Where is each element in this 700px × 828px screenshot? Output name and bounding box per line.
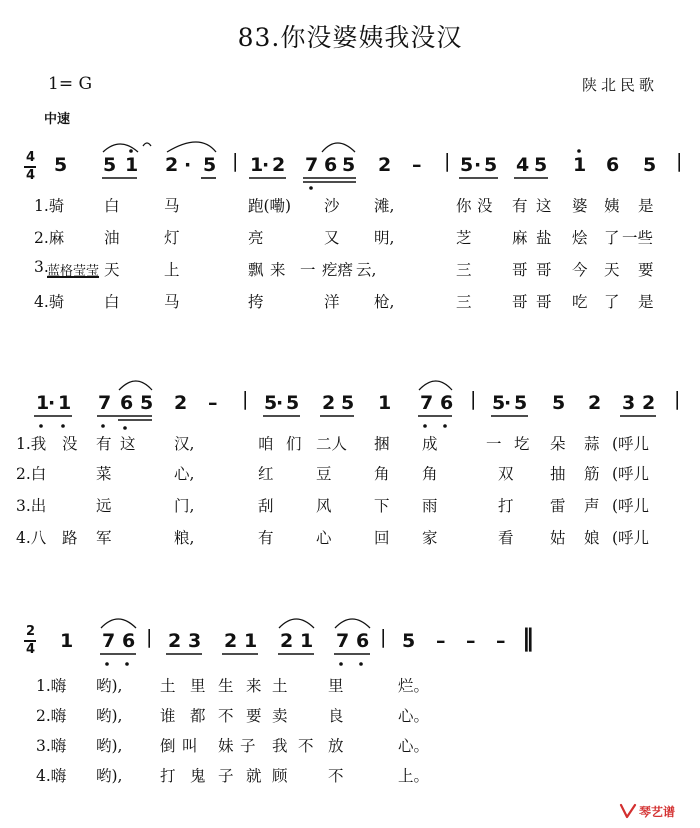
lyric-word: 看 bbox=[498, 529, 514, 547]
note: 7 bbox=[420, 392, 434, 414]
lyric-word: 白 bbox=[104, 197, 120, 215]
note: 1 bbox=[250, 154, 264, 176]
lyric-word: 芝 bbox=[456, 229, 472, 247]
lyric-word: 有 bbox=[512, 197, 528, 215]
lyric-word: 有 bbox=[258, 529, 274, 547]
lyric-word: 蓝格莹莹 bbox=[47, 264, 100, 279]
music-logo-icon bbox=[619, 802, 637, 820]
lyric-word: 声 bbox=[584, 497, 600, 515]
note: 2 bbox=[588, 392, 602, 414]
lyric-word: 心。 bbox=[398, 737, 430, 755]
lyric-word: 心, bbox=[174, 465, 195, 483]
lyric-word: 红 bbox=[258, 465, 274, 483]
note: 2 bbox=[224, 630, 238, 652]
lyric-word: 远 bbox=[96, 497, 112, 515]
lyric-word: 1.我 bbox=[16, 435, 47, 453]
time-signature-top: 4 bbox=[26, 150, 36, 165]
barline: | bbox=[232, 150, 239, 172]
lyric-word: 2.麻 bbox=[34, 229, 65, 247]
lyric-word: 天 bbox=[604, 261, 620, 279]
lyric-word: 4.嗨 bbox=[36, 767, 67, 785]
note: 1 bbox=[573, 154, 587, 176]
lyric-word: 姑 bbox=[550, 529, 566, 547]
barline: | bbox=[444, 150, 451, 172]
lyric-word: 心。 bbox=[398, 707, 430, 725]
lyric-line-4 bbox=[0, 764, 700, 788]
note: 1 bbox=[60, 630, 74, 652]
lyric-word: 哥 bbox=[536, 293, 552, 311]
lyric-word: 回 bbox=[374, 529, 390, 547]
lyric-word: 有 bbox=[96, 435, 112, 453]
final-barline: ‖ bbox=[522, 624, 534, 652]
lyric-word: 生 bbox=[218, 677, 234, 695]
lyric-word: 姨 bbox=[604, 197, 620, 215]
lyric-word: (呼儿 bbox=[612, 529, 650, 547]
lyric-word: 烂。 bbox=[398, 677, 430, 695]
dash: – bbox=[436, 630, 446, 652]
note: 5 bbox=[643, 154, 657, 176]
lyric-word: 卖 bbox=[272, 707, 288, 725]
lyric-word: 4.骑 bbox=[34, 293, 65, 311]
note: 2 bbox=[322, 392, 336, 414]
lyric-word: 滩, bbox=[374, 197, 395, 215]
lyric-word: 家 bbox=[422, 529, 438, 547]
lyric-word: 军 bbox=[96, 529, 112, 547]
lyric-word: 又 bbox=[324, 229, 340, 247]
note: 4 bbox=[516, 154, 530, 176]
lyric-word: 角 bbox=[422, 465, 438, 483]
time-signature-bottom: 4 bbox=[26, 168, 36, 183]
lyric-word: 来 bbox=[270, 261, 286, 279]
lyric-word: 1.嗨 bbox=[36, 677, 67, 695]
lyric-word: 不 bbox=[298, 737, 314, 755]
note: 5 bbox=[264, 392, 278, 414]
lyric-word: 放 bbox=[328, 737, 344, 755]
note: 7 bbox=[102, 630, 116, 652]
lyric-word: 哟), bbox=[96, 677, 123, 695]
lyric-word: (呼儿 bbox=[612, 435, 650, 453]
page-title: 83.你没婆姨我没汉 bbox=[237, 23, 463, 52]
lyric-word: 哥 bbox=[512, 261, 528, 279]
note: 6 bbox=[324, 154, 338, 176]
lyric-word: 叫 bbox=[182, 737, 198, 755]
note: 5 bbox=[492, 392, 506, 414]
lyric-word: 捆 bbox=[374, 435, 390, 453]
lyric-word: 良 bbox=[328, 707, 344, 725]
lyric-word: (呼儿 bbox=[612, 497, 650, 515]
lyric-word: 上。 bbox=[398, 767, 430, 785]
note: 1 bbox=[300, 630, 314, 652]
note: 5 bbox=[402, 630, 416, 652]
lyric-word: 你 bbox=[456, 197, 472, 215]
lyric-word: 沙 bbox=[324, 197, 340, 215]
lyric-word: 雨 bbox=[422, 497, 438, 515]
lyric-word: 妹 bbox=[218, 737, 234, 755]
lyric-word: 三 bbox=[456, 293, 472, 311]
lyric-word: 一 bbox=[300, 261, 316, 279]
lyric-word: 麻 bbox=[512, 229, 528, 247]
barline: | bbox=[146, 626, 153, 648]
lyric-word: 路 bbox=[62, 529, 78, 547]
lyric-word: 这 bbox=[536, 197, 552, 215]
note: 3 bbox=[188, 630, 202, 652]
lyric-word: 了 bbox=[604, 293, 620, 311]
lyric-word: 谁 bbox=[160, 707, 176, 725]
note: 7 bbox=[336, 630, 350, 652]
lyric-word: 2.白 bbox=[16, 465, 47, 483]
time-signature-top: 2 bbox=[26, 624, 36, 639]
note: 5 bbox=[286, 392, 300, 414]
note: 5 bbox=[203, 154, 217, 176]
lyric-word: 一 bbox=[486, 435, 502, 453]
note: 6 bbox=[122, 630, 136, 652]
lyric-word: 没 bbox=[62, 435, 78, 453]
note: 5 bbox=[54, 154, 68, 176]
lyric-word: 成 bbox=[422, 435, 438, 453]
note-dot: · bbox=[184, 154, 192, 176]
lyric-word: 下 bbox=[374, 497, 390, 515]
lyric-word: 汉, bbox=[174, 435, 195, 453]
lyric-word: 心 bbox=[316, 529, 332, 547]
lyric-word: 挎 bbox=[248, 293, 264, 311]
lyric-word: 了 bbox=[604, 229, 620, 247]
note: 2 bbox=[165, 154, 179, 176]
note: 1 bbox=[36, 392, 50, 414]
note: 2 bbox=[378, 154, 392, 176]
lyric-word: 是 bbox=[638, 293, 654, 311]
lyric-word: 里 bbox=[328, 677, 344, 695]
lyric-word: 都 bbox=[190, 707, 206, 725]
lyric-word: 3.出 bbox=[16, 497, 47, 515]
note: 5 bbox=[552, 392, 566, 414]
lyric-word: 飘 bbox=[248, 261, 264, 279]
lyric-word: 圪 bbox=[514, 435, 530, 453]
lyric-word: 是 bbox=[638, 197, 654, 215]
lyric-word: 门, bbox=[174, 497, 195, 515]
lyric-word: 雷 bbox=[550, 497, 566, 515]
lyric-word: 子 bbox=[218, 767, 234, 785]
note-dot: · bbox=[262, 154, 270, 176]
lyric-word: 打 bbox=[498, 497, 514, 515]
lyric-word: 哟), bbox=[96, 707, 123, 725]
note: 3 bbox=[622, 392, 636, 414]
note: 6 bbox=[120, 392, 134, 414]
lyric-word: 云, bbox=[356, 261, 377, 279]
lyric-word: 朵 bbox=[550, 435, 566, 453]
lyric-word: 风 bbox=[316, 497, 332, 515]
lyric-word: 菜 bbox=[96, 465, 112, 483]
lyric-word: 跑(嘞) bbox=[248, 197, 292, 215]
dash: – bbox=[412, 154, 422, 176]
lyric-word: 哥 bbox=[536, 261, 552, 279]
lyric-word: 马 bbox=[164, 293, 180, 311]
note: 6 bbox=[606, 154, 620, 176]
lyric-word: 今 bbox=[572, 261, 588, 279]
note: 1 bbox=[58, 392, 72, 414]
lyric-line-3 bbox=[0, 734, 700, 758]
note: 5 bbox=[484, 154, 498, 176]
lyric-word: 白 bbox=[104, 293, 120, 311]
lyric-word: 顾 bbox=[272, 767, 288, 785]
lyric-word: 哟), bbox=[96, 737, 123, 755]
lyric-word: 没 bbox=[477, 197, 493, 215]
note: 5 bbox=[341, 392, 355, 414]
lyric-word: 1.骑 bbox=[34, 197, 65, 215]
dash: – bbox=[208, 392, 218, 414]
note: 5 bbox=[342, 154, 356, 176]
note-dot: · bbox=[504, 392, 512, 414]
lyric-word: 二人 bbox=[316, 435, 348, 453]
site-logo[interactable] bbox=[619, 800, 695, 822]
note-dot: · bbox=[276, 392, 284, 414]
note: 2 bbox=[272, 154, 286, 176]
logo-text: 琴艺谱 bbox=[639, 805, 676, 819]
note: 2 bbox=[280, 630, 294, 652]
lyric-word: 婆 bbox=[572, 197, 588, 215]
note: 7 bbox=[98, 392, 112, 414]
lyric-word: 要 bbox=[638, 261, 654, 279]
barline: | bbox=[470, 388, 477, 410]
lyric-word: 粮, bbox=[174, 529, 195, 547]
lyric-word: 子 bbox=[240, 737, 256, 755]
lyric-word: 明, bbox=[374, 229, 395, 247]
note: 2 bbox=[642, 392, 656, 414]
lyric-word: 这 bbox=[120, 435, 136, 453]
lyric-word: 不 bbox=[218, 707, 234, 725]
lyric-word: 我 bbox=[272, 737, 288, 755]
lyric-word: 三 bbox=[456, 261, 472, 279]
lyric-word: 咱 bbox=[258, 435, 274, 453]
lyric-word: 豆 bbox=[316, 465, 332, 483]
barline: | bbox=[380, 626, 387, 648]
lyric-word: 鬼 bbox=[190, 767, 206, 785]
note: 1 bbox=[244, 630, 258, 652]
lyric-word: 哥 bbox=[512, 293, 528, 311]
note-dot: · bbox=[48, 392, 56, 414]
dash: – bbox=[466, 630, 476, 652]
lyric-line-2 bbox=[0, 704, 700, 728]
lyric-word: 3. bbox=[34, 258, 49, 276]
note: 2 bbox=[174, 392, 188, 414]
lyric-word: 哟), bbox=[96, 767, 123, 785]
time-signature-bottom: 4 bbox=[26, 642, 36, 657]
lyric-word: 油 bbox=[104, 229, 120, 247]
barline: | bbox=[674, 388, 681, 410]
lyric-word: 盐 bbox=[536, 229, 552, 247]
lyric-word: 刮 bbox=[258, 497, 274, 515]
note: 6 bbox=[356, 630, 370, 652]
lyric-word: 双 bbox=[498, 465, 514, 483]
lyric-word: 筋 bbox=[584, 465, 600, 483]
lyric-word: 灯 bbox=[164, 229, 180, 247]
lyric-word: 上 bbox=[164, 261, 180, 279]
lyric-word: 疙瘩 bbox=[322, 261, 354, 279]
lyric-word: 枪, bbox=[374, 293, 395, 311]
lyric-word: 一些 bbox=[622, 229, 654, 247]
tempo-marking: 中速 bbox=[44, 112, 71, 127]
lyric-word: (呼儿 bbox=[612, 465, 650, 483]
barline: | bbox=[242, 388, 249, 410]
lyric-word: 土 bbox=[160, 677, 176, 695]
note: 6 bbox=[440, 392, 454, 414]
note: 1 bbox=[378, 392, 392, 414]
lyric-word: 马 bbox=[164, 197, 180, 215]
key-signature: 1= G bbox=[48, 74, 93, 94]
note-dot: · bbox=[474, 154, 482, 176]
lyric-word: 就 bbox=[246, 767, 262, 785]
lyric-line-1 bbox=[0, 674, 700, 698]
dash: – bbox=[496, 630, 506, 652]
note: 5 bbox=[103, 154, 117, 176]
lyric-word: 3.嗨 bbox=[36, 737, 67, 755]
lyric-word: 来 bbox=[246, 677, 262, 695]
lyric-word: 要 bbox=[246, 707, 262, 725]
note: 5 bbox=[140, 392, 154, 414]
lyric-word: 洋 bbox=[324, 293, 340, 311]
lyric-word: 2.嗨 bbox=[36, 707, 67, 725]
lyric-word: 娘 bbox=[584, 529, 600, 547]
note: 2 bbox=[168, 630, 182, 652]
lyric-word: 土 bbox=[272, 677, 288, 695]
barline: | bbox=[676, 150, 683, 172]
lyric-word: 打 bbox=[160, 767, 176, 785]
note: 5 bbox=[534, 154, 548, 176]
lyric-word: 里 bbox=[190, 677, 206, 695]
lyric-word: 角 bbox=[374, 465, 390, 483]
song-source: 陕北民歌 bbox=[582, 76, 659, 94]
lyric-word: 蒜 bbox=[584, 435, 600, 453]
lyric-word: 抽 bbox=[550, 465, 566, 483]
lyric-word: 亮 bbox=[248, 229, 264, 247]
note: 5 bbox=[514, 392, 528, 414]
lyric-word: 倒 bbox=[160, 737, 176, 755]
lyric-word: 们 bbox=[286, 435, 302, 453]
lyric-word: 不 bbox=[328, 767, 344, 785]
note: 7 bbox=[305, 154, 319, 176]
lyric-word: 烩 bbox=[572, 229, 588, 247]
lyric-word: 天 bbox=[104, 261, 120, 279]
lyric-word: 吃 bbox=[572, 293, 588, 311]
note: 1 bbox=[125, 154, 139, 176]
note: 5 bbox=[460, 154, 474, 176]
lyric-word: 4.八 bbox=[16, 529, 47, 547]
